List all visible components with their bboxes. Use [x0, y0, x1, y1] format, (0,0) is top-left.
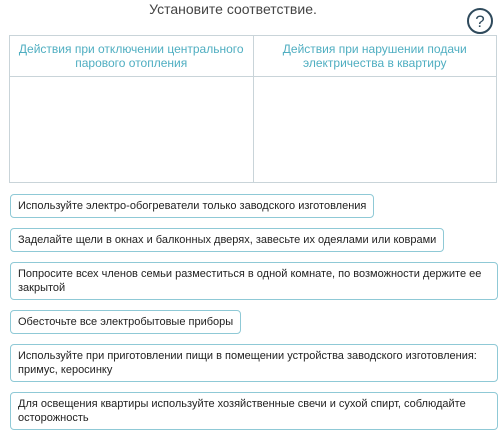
table-body [10, 77, 496, 182]
option-chip[interactable]: Обесточьте все электробытовые приборы [10, 310, 241, 334]
task-title: Установите соответствие. [149, 1, 317, 17]
table-header [10, 36, 496, 77]
option-chip[interactable]: Используйте электро-обогреватели только заводского изготовления [10, 194, 374, 218]
option-chip[interactable]: Используйте при приготовлении пищи в помещении устройства заводского изготовления: примус, керосинку [10, 344, 498, 382]
matching-table [9, 35, 497, 183]
option-chip[interactable]: Для освещения квартиры используйте хозяйственные свечи и сухой спирт, соблюдайте осторожность [10, 392, 498, 430]
drop-zone-heating[interactable] [10, 77, 253, 182]
option-chip[interactable]: Попросите всех членов семьи разместиться в одной комнате, по возможности держите ее закрытой [10, 262, 498, 300]
column-header-heating: Действия при отключении центрального парового отопления [18, 42, 244, 70]
drop-zone-electricity[interactable] [253, 77, 497, 182]
column-header-electricity: Действия при нарушении подачи электричества в квартиру [253, 36, 497, 76]
help-button[interactable] [467, 8, 493, 34]
option-chip[interactable]: Заделайте щели в окнах и балконных дверях, завесьте их одеялами или коврами [10, 228, 444, 252]
options-list [10, 194, 498, 440]
question-icon: ? [475, 11, 485, 31]
